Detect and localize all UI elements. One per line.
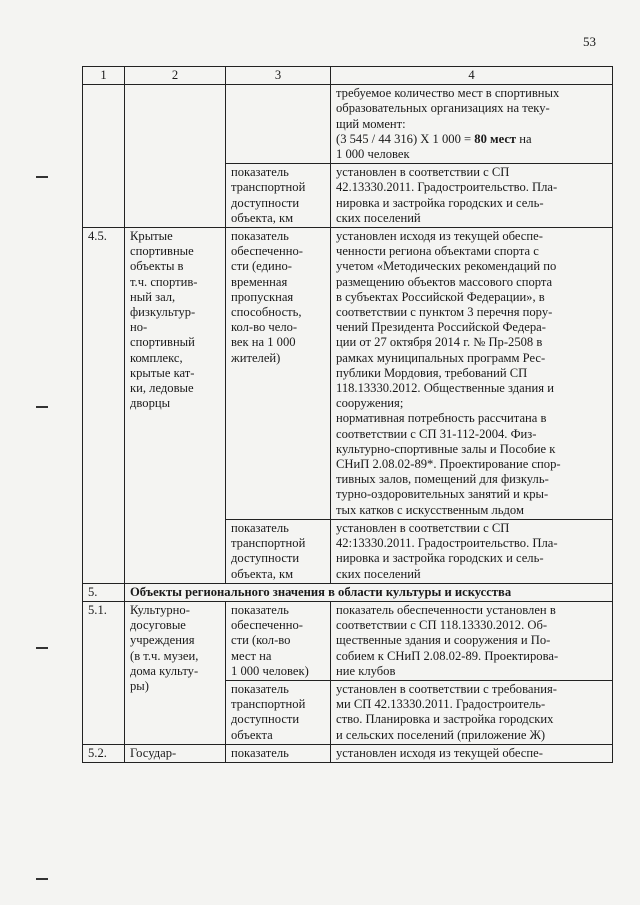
calculated-value: 80 мест	[474, 131, 517, 146]
margin-mark	[36, 647, 48, 649]
row-number-cell: 5.2.	[83, 744, 125, 762]
column-header-3: 3	[226, 67, 331, 85]
object-type-cell: Крытые спортивные объекты в т.ч. спортив- ный зал, физкультур- но- спортивный комплекс, крытые кат- ки, ледовые дворцы	[125, 228, 226, 584]
margin-mark	[36, 878, 48, 880]
table-row	[83, 85, 613, 164]
justification-cell: требуемое количество мест в спортивных образовательных организациях на теку- щий момент: (3 545 / 44 316) X 1 000 = 80 мест на 1 000 человек	[331, 85, 613, 164]
regulation-table	[82, 66, 613, 763]
row-number-cell: 4.5.	[83, 228, 125, 584]
indicator-cell	[226, 85, 331, 164]
table-row	[83, 601, 613, 680]
margin-mark	[36, 176, 48, 178]
margin-mark	[36, 406, 48, 408]
section-row	[83, 583, 613, 601]
justification-cell: установлен в соответствии с СП 42:13330.2011. Градостроительство. Пла- нировка и застройка городских и сель- ских поселений	[331, 519, 613, 583]
object-type-cell: Культурно- досуговые учреждения (в т.ч. музеи, дома культу- ры)	[125, 601, 226, 744]
justification-cell: установлен исходя из текущей обеспе- ченности региона объектами спорта с учетом «Методических рекомендаций по размещению объектов массового спорта в субъектах Российской Федерации», в соответствии с пунктом 3 перечня пору- чений Президента Российской Федера- ции от 27 октября 2014 г. № Пр-2508 в рамках муниципальных программ Рес- публики Мордовия, требований СП 118.13330.2012. Общественные здания и сооружения; нормативная потребность рассчитана в соответствии с СП 31-112-2004. Физ- культурно-спортивные залы и Пособие к СНиП 2.08.02-89*. Проектирование спор- тивных залов, помещений для физкуль- турно-оздоровительных занятий и кры- тых катков с искусственным льдом	[331, 228, 613, 520]
column-header-4: 4	[331, 67, 613, 85]
justification-cell: установлен в соответствии с СП 42.13330.2011. Градостроительство. Пла- нировка и застройка городских и сель- ских поселений	[331, 164, 613, 228]
justification-cell: показатель обеспеченности установлен в соответствии с СП 118.13330.2012. Об- щественные здания и сооружения и По- собием к СНиП 2.08.02-89. Проектирова- ние клубов	[331, 601, 613, 680]
row-number-cell: 5.	[83, 583, 125, 601]
indicator-cell: показатель транспортной доступности объекта	[226, 680, 331, 744]
indicator-cell: показатель	[226, 744, 331, 762]
indicator-cell: показатель транспортной доступности объекта, км	[226, 519, 331, 583]
section-title: Объекты регионального значения в области культуры и искусства	[125, 583, 613, 601]
row-number-cell	[83, 85, 125, 228]
justification-cell: установлен в соответствии с требования- ми СП 42.13330.2011. Градостроитель- ство. Планировка и застройка городских и сельских поселений (приложение Ж)	[331, 680, 613, 744]
indicator-cell: показатель обеспеченно- сти (едино- временная пропускная способность, кол-во чело- век на 1 000 жителей)	[226, 228, 331, 520]
table-row	[83, 744, 613, 762]
indicator-cell: показатель обеспеченно- сти (кол-во мест на 1 000 человек)	[226, 601, 331, 680]
justification-cell: установлен исходя из текущей обеспе-	[331, 744, 613, 762]
indicator-cell: показатель транспортной доступности объекта, км	[226, 164, 331, 228]
object-type-cell: Государ-	[125, 744, 226, 762]
table-header-row	[83, 67, 613, 85]
page-number: 53	[583, 34, 596, 49]
row-number-cell: 5.1.	[83, 601, 125, 744]
object-type-cell	[125, 85, 226, 228]
table-row	[83, 228, 613, 520]
column-header-2: 2	[125, 67, 226, 85]
column-header-1: 1	[83, 67, 125, 85]
